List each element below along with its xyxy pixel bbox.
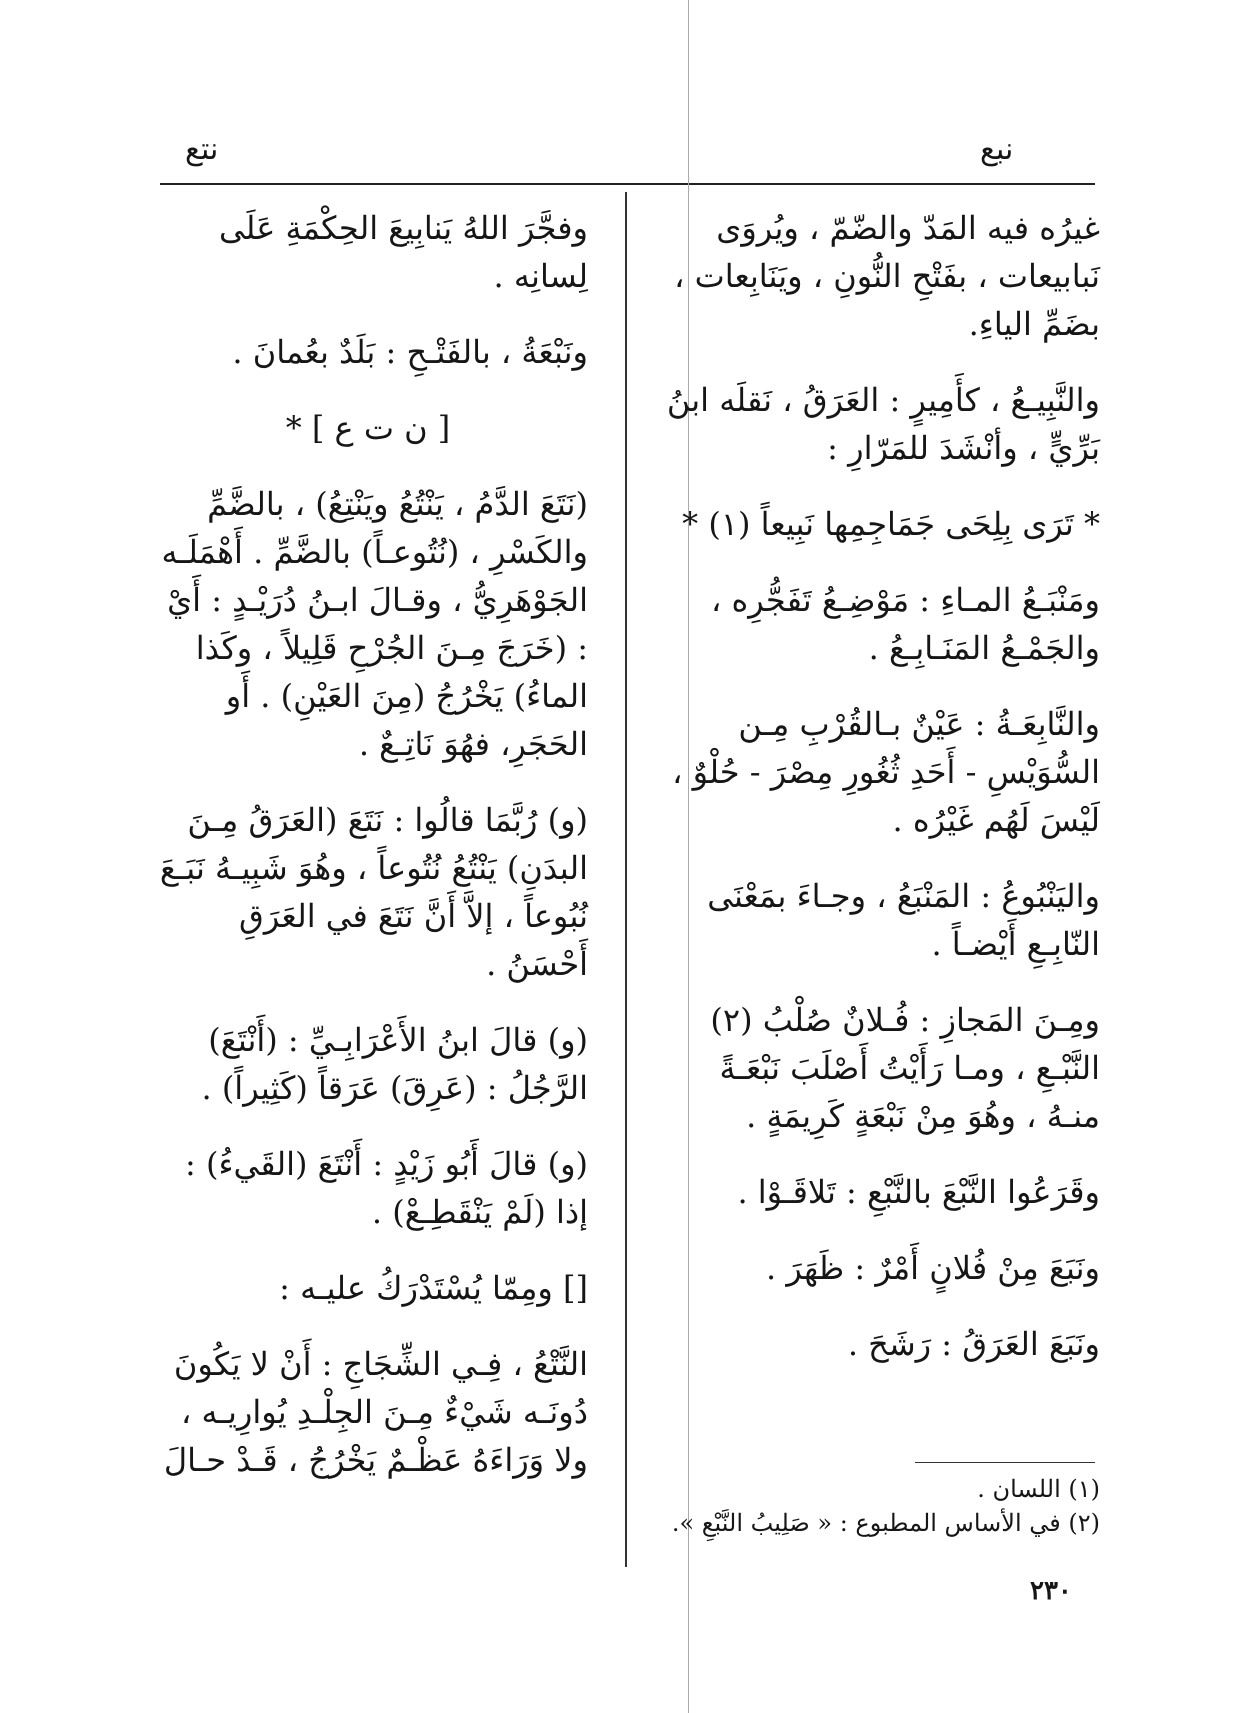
entry-paragraph: وفجَّرَ اللهُ يَنابِيعَ الحِكْمَةِ عَلَى لِسانِه . <box>218 209 588 295</box>
footnote: (١) اللسان . <box>977 1475 1100 1503</box>
verse-line: * تَرَى بِلِحَى جَمَاجِمِها نَبِيعاً (١) * <box>682 505 1100 543</box>
entry-paragraph: (و) قالَ أَبُو زَيْدٍ : أَنْتَعَ (القَيءُ) : إذا (لَمْ يَنْقَطِـعْ) . <box>185 1145 588 1231</box>
entry-paragraph: النَّتْعُ ، فِـي الشِّجَاجِ : أَنْ لا يَكُونَ دُونَـه شَيْءٌ مِـنَ الجِلْـدِ يُوارِيـه ، ولا وَرَاءَهُ عَظْـمٌ يَخْرُجُ ، قَـدْ حـالَ <box>163 1345 588 1479</box>
entry-paragraph: والنَّابِعَـةُ : عَيْنٌ بـالقُرْبِ مِـن السُّوَيْسِ - أَحَدِ ثُغُورِ مِصْرَ - حُلْوٌ ، لَيْسَ لَهُم غَيْرُه . <box>672 705 1100 839</box>
entry-paragraph: (و) رُبَّمَا قالُوا : نَتَعَ (العَرَقُ مِـنَ البدَنِ) يَنْتُعُ نُتُوعاً ، وهُوَ شَبِيـهُ نَبَـعَ نُبُوعاً ، إلاَّ أَنَّ نَتَعَ في العَرَقِ أَحْسَنُ . <box>159 801 588 983</box>
entry-paragraph: ونَبَعَ العَرَقُ : رَشَحَ . <box>847 1325 1100 1363</box>
footnotes <box>660 1472 1100 1540</box>
page-number: ٢٣٠ <box>1030 1576 1072 1606</box>
footnote-rule <box>915 1462 1095 1463</box>
column-divider <box>625 192 627 1567</box>
running-header-right: نبع <box>980 132 1014 167</box>
header-rule <box>160 183 1095 185</box>
entry-paragraph: غيرُه فيه المَدّ والضّمّ ، ويُروَى نَبابيعات ، بفَتْحِ النُّونِ ، ويَنَابِعات ، بضَمِّ الياءِ. <box>674 209 1100 343</box>
entry-paragraph: ومَنْبَـعُ المـاءِ : مَوْضِـعُ تَفَجُّرِه ، والجَمْـعُ المَنَـابِـعُ . <box>710 581 1100 667</box>
entry-paragraph: وقَرَعُوا النَّبْعَ بالنَّبْعِ : تَلاقَـوْا . <box>737 1173 1100 1211</box>
right-column <box>660 204 1100 1396</box>
entry-paragraph: ونَبَعَ مِنْ فُلانٍ أَمْرٌ : ظَهَرَ . <box>766 1249 1100 1287</box>
entry-paragraph: (نَتَعَ الدَّمُ ، يَنْتُعُ ويَنْتِعُ) ، بالضَّمِّ والكَسْرِ ، (نُتُوعـاً) بالضَّمِّ . أَهْمَلَـه الجَوْهَرِيُّ ، وقـالَ ابـنُ دُرَيْـدٍ : أَيْ : (خَرَجَ مِـنَ الجُرْحِ قَلِيلاً ، وكَذا الماءُ) يَخْرُجُ (مِنَ العَيْنِ) . أَو الحَجَرِ، فهُوَ نَاتِـعٌ . <box>161 485 588 763</box>
entry-paragraph: (و) قالَ ابنُ الأَعْرَابِـيِّ : (أَنْتَعَ) الرَّجُلُ : (عَرِقَ) عَرَقاً (كَثِيراً) . <box>201 1021 588 1107</box>
footnote: (٢) في الأساس المطبوع : « صَلِيبُ النَّبْعِ ». <box>671 1509 1100 1537</box>
running-header-left: نتع <box>185 132 219 167</box>
entry-paragraph: ومِـنَ المَجازِ : فُـلانٌ صُلْبُ (٢) النَّبْـعِ ، ومـا رَأَيْتُ أَصْلَبَ نَبْعَـةً منـهُ ، وهُوَ مِنْ نَبْعَةٍ كَرِيمَةٍ . <box>710 1001 1100 1135</box>
entry-paragraph: واليَنْبُوعُ : المَنْبَعُ ، وجـاءَ بمَعْنَى النّابِـعِ أَيْضـاً . <box>707 877 1100 963</box>
entry-paragraph: والنَّبِيـعُ ، كأَمِيرٍ : العَرَقُ ، نَقلَه ابنُ بَرِّيٍّ ، وأنْشَدَ للمَرّارِ : <box>666 381 1100 467</box>
entry-paragraph: ونَبْعَةُ ، بالفَتْـحِ : بَلَدٌ بعُمانَ . <box>232 333 588 371</box>
root-heading: [ ن ت ع ] * <box>285 409 451 447</box>
left-column <box>148 204 588 1512</box>
entry-paragraph: [] ومِمّا يُسْتَدْرَكُ عليـه : <box>279 1269 588 1307</box>
